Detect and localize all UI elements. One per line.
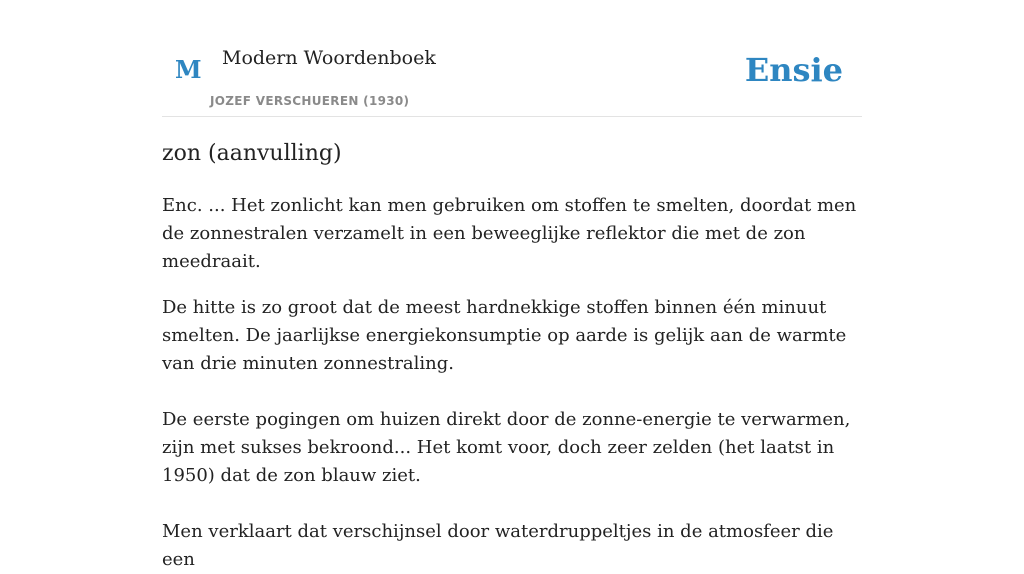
ensie-brand-link[interactable]: Ensie (744, 51, 843, 89)
dictionary-title-link[interactable]: Modern Woordenboek (222, 47, 436, 69)
entry-paragraph-2: De hitte is zo groot dat de meest hardnekkige stoffen binnen één minuut smelten. De jaarlijkse energiekonsumptie op aarde is gelijk aan de warmte van drie minuten zonnestraling. (162, 297, 847, 374)
site-header (162, 0, 862, 117)
dictionary-logo-icon[interactable]: M (175, 55, 202, 84)
entry-content (162, 138, 862, 574)
dictionary-author: JOZEF VERSCHUEREN (1930) (210, 94, 410, 108)
entry-paragraph-1: Enc. ... Het zonlicht kan men gebruiken om stoffen te smelten, doordat men de zonnestralen verzamelt in een beweeglijke reflektor die met de zon meedraait. (162, 195, 857, 272)
entry-paragraph-3: De eerste pogingen om huizen direkt door de zonne-energie te verwarmen, zijn met sukses bekroond... Het komt voor, doch zeer zelden (het laatst in 1950) dat de zon blauw ziet. (162, 409, 851, 486)
entry-title: zon (aanvulling) (162, 141, 342, 166)
entry-paragraph-4: Men verklaart dat verschijnsel door waterdruppeltjes in de atmosfeer die een (162, 521, 834, 570)
